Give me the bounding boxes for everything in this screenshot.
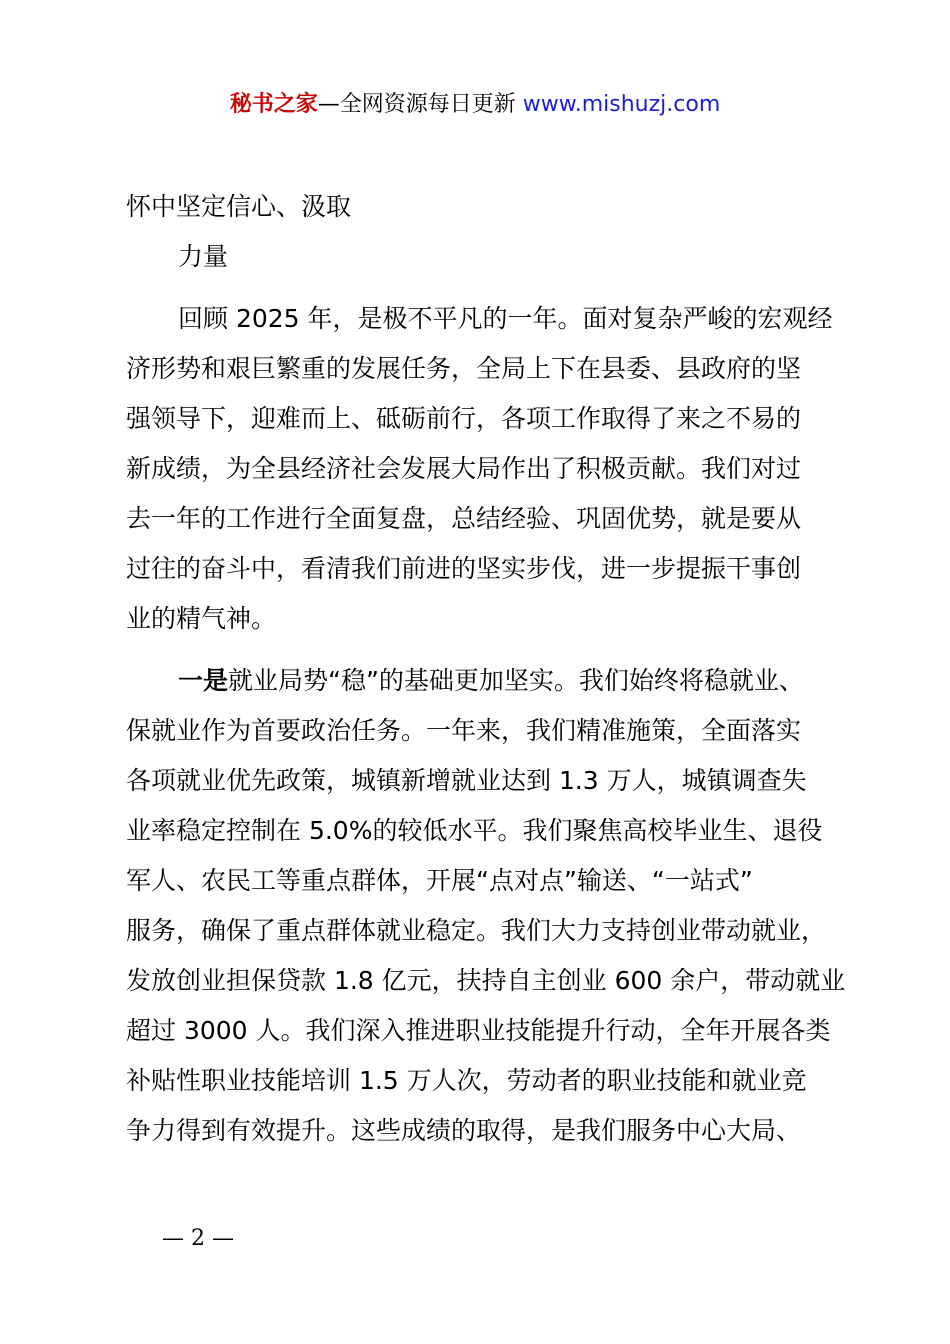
paragraph-line-rest: 就业局势“稳”的基础更加坚实。我们始终将稳就业、 bbox=[228, 666, 804, 695]
paragraph-line: 强领导下，迎难而上、砥砺前行，各项工作取得了来之不易的 bbox=[126, 404, 802, 433]
heading-line-1: 怀中坚定信心、汲取 bbox=[126, 192, 352, 221]
paragraph-line: 各项就业优先政策，城镇新增就业达到 1.3 万人，城镇调查失 bbox=[126, 766, 807, 795]
paragraph-line: 新成绩，为全县经济社会发展大局作出了积极贡献。我们对过 bbox=[126, 454, 802, 483]
paragraph-employment bbox=[126, 656, 866, 1156]
paragraph-line: 补贴性职业技能培训 1.5 万人次，劳动者的职业技能和就业竞 bbox=[126, 1066, 807, 1095]
paragraph-line: 业的精气神。 bbox=[126, 604, 277, 633]
paragraph-line: 回顾 2025 年，是极不平凡的一年。面对复杂严峻的宏观经 bbox=[178, 304, 833, 333]
paragraph-lead: 一是 bbox=[178, 666, 229, 695]
document-body bbox=[126, 182, 866, 1168]
page-number: — 2 — bbox=[162, 1226, 234, 1251]
paragraph-line: 服务，确保了重点群体就业稳定。我们大力支持创业带动就业， bbox=[126, 916, 827, 945]
site-url-link[interactable]: www.mishuzj.com bbox=[522, 92, 721, 117]
paragraph-first-line bbox=[126, 656, 866, 706]
brand-name: 秘书之家 bbox=[229, 92, 318, 117]
paragraph-line: 发放创业担保贷款 1.8 亿元，扶持自主创业 600 余户，带动就业 bbox=[126, 966, 846, 995]
paragraph-line: 去一年的工作进行全面复盘，总结经验、巩固优势，就是要从 bbox=[126, 504, 802, 533]
header-tagline: —全网资源每日更新 bbox=[317, 92, 523, 117]
paragraph-line: 军人、农民工等重点群体，开展“点对点”输送、“一站式” bbox=[126, 866, 753, 895]
paragraph-line: 济形势和艰巨繁重的发展任务，全局上下在县委、县政府的坚 bbox=[126, 354, 802, 383]
site-header bbox=[0, 88, 950, 122]
paragraph-line: 超过 3000 人。我们深入推进职业技能提升行动，全年开展各类 bbox=[126, 1016, 831, 1045]
paragraph-line: 业率稳定控制在 5.0%的较低水平。我们聚焦高校毕业生、退役 bbox=[126, 816, 823, 845]
paragraph-line: 过往的奋斗中，看清我们前进的坚实步伐，进一步提振干事创 bbox=[126, 554, 802, 583]
paragraph-line: 保就业作为首要政治任务。一年来，我们精准施策，全面落实 bbox=[126, 716, 802, 745]
paragraph-review bbox=[126, 294, 866, 644]
paragraph-line: 争力得到有效提升。这些成绩的取得，是我们服务中心大局、 bbox=[126, 1116, 802, 1145]
heading-line-2: 力量 bbox=[178, 242, 229, 271]
